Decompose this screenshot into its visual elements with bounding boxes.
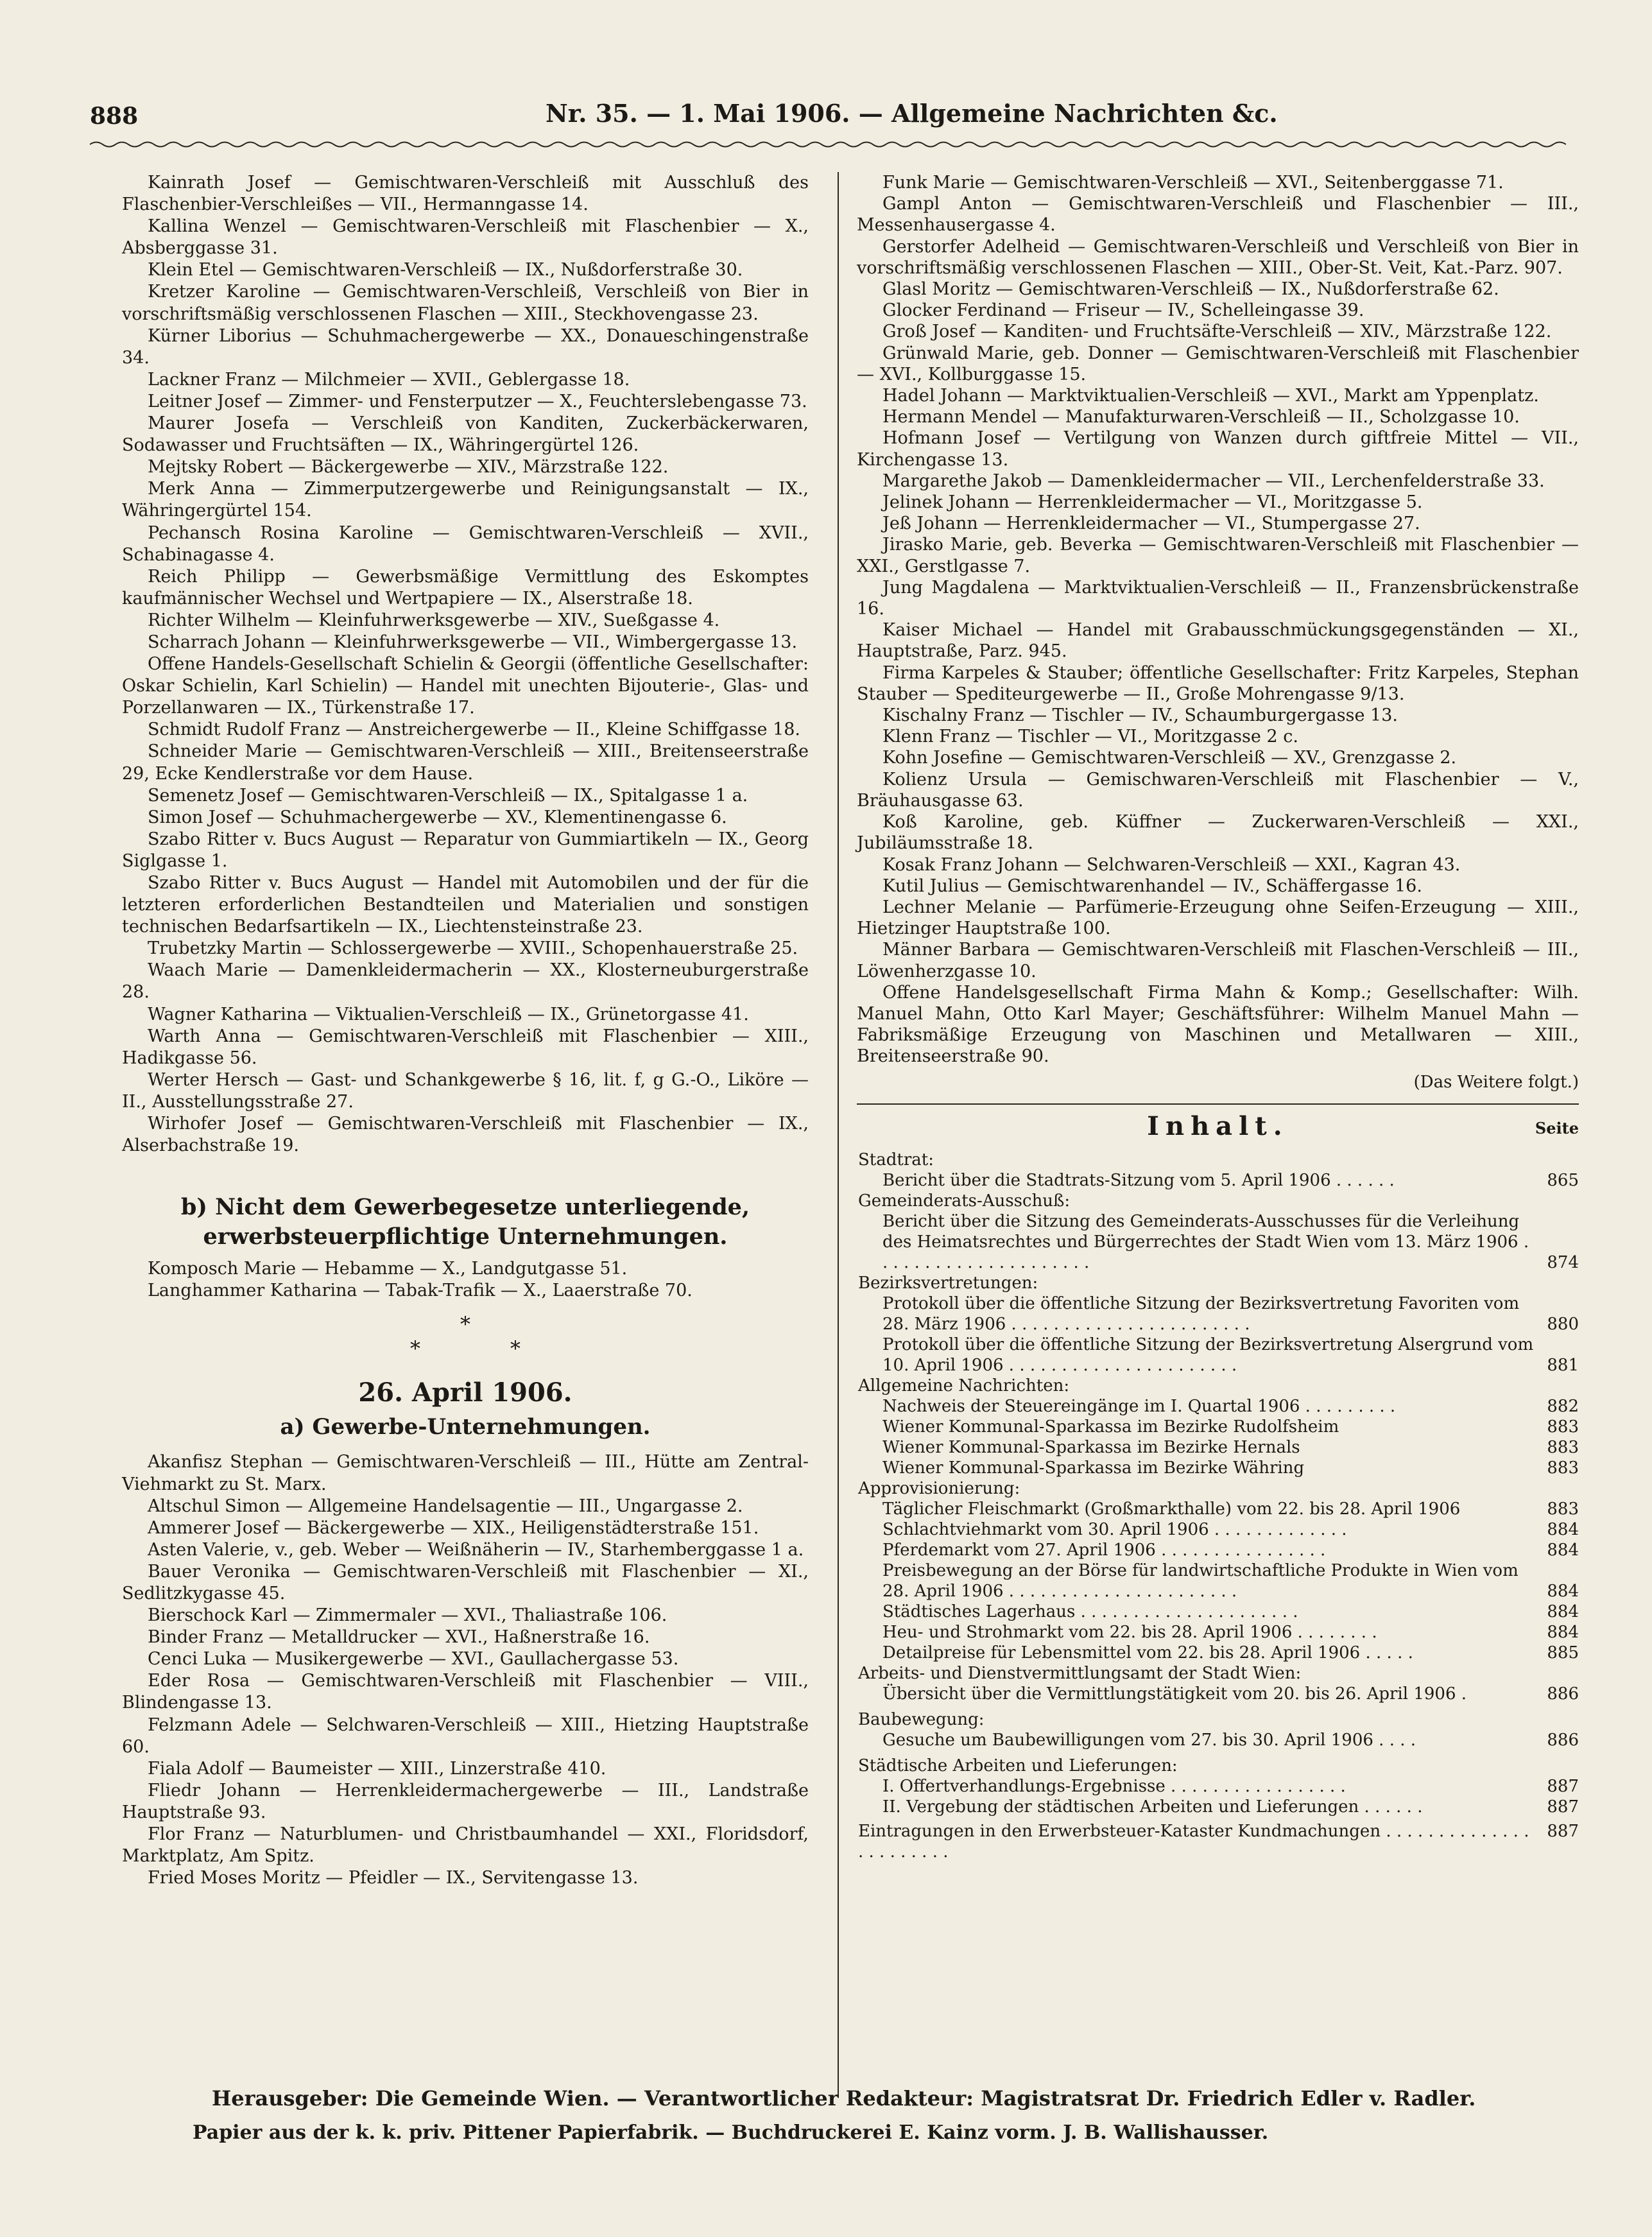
list-item: Gampl Anton — Gemischtwaren-Verschleiß und Flaschenbier — III., Messenhausergasse 4. bbox=[857, 194, 1579, 236]
toc-page: 885 bbox=[1547, 1643, 1579, 1663]
list-item: Fried Moses Moritz — Pfeidler — IX., Servitengasse 13. bbox=[148, 1868, 639, 1888]
list-item: Trubetzky Martin — Schlossergewerbe — XVIII., Schopenhauerstraße 25. bbox=[148, 938, 798, 959]
toc-entry: Schlachtviehmarkt vom 30. April 1906 . . . . . . . . . . . . . bbox=[882, 1519, 1347, 1539]
list-item: Hofmann Josef — Vertilgung von Wanzen durch giftfreie Mittel — VII., Kirchengasse 13. bbox=[857, 428, 1579, 470]
toc-entry: Bericht über die Stadtrats-Sitzung vom 5. April 1906 . . . . . . bbox=[882, 1170, 1395, 1190]
toc-row bbox=[857, 1417, 1579, 1437]
list-item: Kosak Franz Johann — Selchwaren-Verschleiß — XXI., Kagran 43. bbox=[882, 854, 1461, 875]
page-number: 888 bbox=[90, 103, 139, 130]
toc-category: Gemeinderats-Ausschuß: bbox=[858, 1191, 1071, 1211]
list-item: Männer Barbara — Gemischtwaren-Verschleiß mit Flaschen-Verschleiß — III., Löwenherzgasse 10. bbox=[857, 940, 1579, 981]
list-item: Gerstorfer Adelheid — Gemischtwaren-Verschleiß und Verschleiß von Bier in vorschriftsmäßig verschlossenen Flaschen — XIII., Ober-St. Veit, Kat.-Parz. 907. bbox=[857, 236, 1579, 278]
running-title: Nr. 35. — 1. Mai 1906. — Allgemeine Nachrichten &c. bbox=[546, 99, 1278, 128]
list-item: Lechner Melanie — Parfümerie-Erzeugung ohne Seifen-Erzeugung — XIII., Hietzinger Hauptstraße 100. bbox=[857, 897, 1579, 939]
toc-row bbox=[857, 1519, 1579, 1540]
toc-page: 883 bbox=[1547, 1458, 1579, 1478]
list-item: Jung Magdalena — Marktviktualien-Verschleiß — II., Franzensbrückenstraße 16. bbox=[857, 577, 1579, 619]
list-item: Hermann Mendel — Manufakturwaren-Verschleiß — II., Scholzgasse 10. bbox=[882, 407, 1520, 428]
printer-line: Papier aus der k. k. priv. Pittener Papierfabrik. — Buchdruckerei E. Kainz vorm. J. B. Wallishausser. bbox=[193, 2121, 1269, 2144]
toc-page: 883 bbox=[1547, 1417, 1579, 1437]
list-item: Kohn Josefine — Gemischtwaren-Verschleiß — XV., Grenzgasse 2. bbox=[882, 748, 1457, 768]
divider bbox=[857, 1103, 1579, 1105]
star-glyph: * bbox=[410, 1336, 420, 1361]
toc-row bbox=[857, 1643, 1579, 1663]
list-item: Maurer Josefa — Verschleiß von Kanditen, Zuckerbäckerwaren, Sodawasser und Fruchtsäften — IX., Währingergürtel 126. bbox=[122, 413, 809, 456]
publisher-line: Herausgeber: Die Gemeinde Wien. — Verantwortlicher Redakteur: Magistratsrat Dr. Friedrich Edler v. Radler. bbox=[212, 2086, 1476, 2111]
toc-row bbox=[857, 1499, 1579, 1519]
toc-row bbox=[857, 1334, 1579, 1376]
contents-page-label: Seite bbox=[1535, 1118, 1579, 1137]
entries-list-c bbox=[122, 1451, 809, 1889]
toc-page: 874 bbox=[1547, 1252, 1579, 1272]
toc-category: Allgemeine Nachrichten: bbox=[858, 1376, 1070, 1395]
list-item: Eder Rosa — Gemischtwaren-Verschleiß mit Flaschenbier — VIII., Blindengasse 13. bbox=[122, 1671, 809, 1713]
toc-page: 886 bbox=[1547, 1684, 1579, 1704]
list-item: Cenci Luka — Musikergewerbe — XVI., Gaullachergasse 53. bbox=[148, 1649, 679, 1670]
date-heading: 26. April 1906. bbox=[358, 1378, 572, 1408]
toc-row bbox=[857, 1293, 1579, 1334]
toc-entry: Detailpreise für Lebensmittel vom 22. bis 28. April 1906 . . . . . bbox=[882, 1643, 1413, 1663]
toc-entry: Täglicher Fleischmarkt (Großmarkthalle) vom 22. bis 28. April 1906 bbox=[882, 1499, 1461, 1519]
toc-page: 884 bbox=[1547, 1581, 1579, 1601]
list-item: Binder Franz — Metalldrucker — XVI., Haßnerstraße 16. bbox=[148, 1627, 650, 1648]
toc-page: 884 bbox=[1547, 1540, 1579, 1560]
entries-list-right bbox=[857, 172, 1579, 1067]
section-b-heading: b) Nicht dem Gewerbegesetze unterliegende, erwerbsteuerpflichtige Unternehmungen. bbox=[180, 1194, 750, 1250]
toc-entry: Eintragungen in den Erwerbsteuer-Kataster Kundmachungen . . . . . . . . . . . . . . . . . . . . . . . bbox=[858, 1821, 1529, 1861]
toc-row bbox=[857, 1396, 1579, 1417]
entries-list-a bbox=[122, 172, 809, 1157]
toc-entry: Wiener Kommunal-Sparkassa im Bezirke Rudolfsheim bbox=[882, 1417, 1339, 1437]
list-item: Jelinek Johann — Herrenkleidermacher — VI., Moritzgasse 5. bbox=[882, 492, 1423, 513]
list-item: Funk Marie — Gemischtwaren-Verschleiß — XVI., Seitenberggasse 71. bbox=[882, 173, 1504, 193]
list-item: Akanfisz Stephan — Gemischtwaren-Verschleiß — III., Hütte am Zentral-Viehmarkt zu St. Marx. bbox=[122, 1452, 809, 1494]
toc-entry: Übersicht über die Vermittlungstätigkeit vom 20. bis 26. April 1906 . bbox=[882, 1684, 1467, 1704]
header-wavy-rule bbox=[90, 140, 1566, 149]
toc-entry: Wiener Kommunal-Sparkassa im Bezirke Währing bbox=[882, 1458, 1305, 1478]
list-item: Kallina Wenzel — Gemischtwaren-Verschleiß mit Flaschenbier — X., Absberggasse 31. bbox=[122, 216, 809, 259]
list-item: Margarethe Jakob — Damenkleidermacher — VII., Lerchenfelderstraße 33. bbox=[882, 471, 1545, 491]
list-item: Ammerer Josef — Bäckergewerbe — XIX., Heiligenstädterstraße 151. bbox=[148, 1517, 759, 1538]
toc-row bbox=[857, 1560, 1579, 1602]
star-glyph: * bbox=[460, 1312, 470, 1337]
list-item: Szabo Ritter v. Bucs August — Handel mit Automobilen und der für die letzteren erforderlichen Bestandteilen und Materialien und sonstigen technischen Bedarfsartikeln — IX., Liechtensteinstraße 23. bbox=[122, 873, 809, 937]
toc-row bbox=[857, 1797, 1579, 1817]
list-item: Jeß Johann — Herrenkleidermacher — VI., Stumpergasse 27. bbox=[882, 514, 1420, 534]
toc-page: 884 bbox=[1547, 1602, 1579, 1621]
list-item: Kutil Julius — Gemischtwarenhandel — IV., Schäffergasse 16. bbox=[882, 876, 1422, 896]
list-item: Wagner Katharina — Viktualien-Verschleiß — IX., Grünetorgasse 41. bbox=[148, 1004, 749, 1024]
toc-page: 887 bbox=[1547, 1797, 1579, 1817]
list-item: Waach Marie — Damenkleidermacherin — XX., Klosterneuburgerstraße 28. bbox=[122, 960, 809, 1003]
toc-category: Bezirksvertretungen: bbox=[858, 1273, 1038, 1293]
toc-entry: Protokoll über die öffentliche Sitzung der Bezirksvertretung Alsergrund vom 10. April 1906 . . . . . . . . . . . . . . . . . . . . . . bbox=[882, 1334, 1534, 1375]
list-item: Klein Etel — Gemischtwaren-Verschleiß — IX., Nußdorferstraße 30. bbox=[148, 260, 743, 281]
list-item: Komposch Marie — Hebamme — X., Landgutgasse 51. bbox=[148, 1259, 628, 1279]
toc-category: Approvisionierung: bbox=[858, 1478, 1020, 1498]
list-item: Wirhofer Josef — Gemischtwaren-Verschleiß mit Flaschenbier — IX., Alserbachstraße 19. bbox=[122, 1114, 809, 1156]
toc-row bbox=[857, 1730, 1579, 1750]
section-separator bbox=[122, 1312, 809, 1361]
toc-category: Baubewegung: bbox=[858, 1709, 985, 1729]
toc-row bbox=[857, 1170, 1579, 1191]
toc-row bbox=[857, 1602, 1579, 1622]
toc-page: 883 bbox=[1547, 1499, 1579, 1519]
toc-page: 887 bbox=[1547, 1821, 1579, 1841]
toc-page: 884 bbox=[1547, 1622, 1579, 1642]
list-item: Leitner Josef — Zimmer- und Fensterputzer — X., Feuchterslebengasse 73. bbox=[148, 391, 807, 411]
star-glyph: * bbox=[510, 1336, 521, 1361]
list-item: Lackner Franz — Milchmeier — XVII., Geblergasse 18. bbox=[148, 369, 630, 390]
list-item: Klenn Franz — Tischler — VI., Moritzgasse 2 c. bbox=[882, 727, 1298, 747]
continued-note: (Das Weitere folgt.) bbox=[1413, 1072, 1579, 1092]
toc-row bbox=[857, 1622, 1579, 1643]
toc-entry: Bericht über die Sitzung des Gemeinderats-Ausschusses für die Verleihung des Heimatsrechtes und Bürgerrechtes der Stadt Wien vom 13. März 1906 . . . . . . . . . . . . . . . . . . . . . bbox=[882, 1211, 1529, 1272]
toc-category: Städtische Arbeiten und Lieferungen: bbox=[858, 1756, 1178, 1775]
list-item: Mejtsky Robert — Bäckergewerbe — XIV., Märzstraße 122. bbox=[148, 457, 669, 478]
left-column bbox=[122, 172, 809, 1889]
toc-category: Stadtrat: bbox=[858, 1150, 934, 1170]
list-item: Offene Handelsgesellschaft Firma Mahn & Komp.; Gesellschafter: Wilh. Manuel Mahn, Otto Karl Mayer; Geschäftsführer: Wilhelm Manuel Mahn — Fabriksmäßige Erzeugung von Maschinen und Metallwaren — XIII., Breitenseerstraße 90. bbox=[857, 982, 1579, 1067]
toc-entry: Gesuche um Baubewilligungen vom 27. bis 30. April 1906 . . . . bbox=[882, 1730, 1416, 1750]
list-item: Altschul Simon — Allgemeine Handelsagentie — III., Ungargasse 2. bbox=[148, 1496, 743, 1516]
list-item: Flor Franz — Naturblumen- und Christbaumhandel — XXI., Floridsdorf, Marktplatz, Am Spitz. bbox=[122, 1824, 809, 1867]
list-item: Kürner Liborius — Schuhmachergewerbe — XX., Donaueschingenstraße 34. bbox=[122, 325, 809, 368]
toc-row bbox=[857, 1540, 1579, 1560]
toc-page: 884 bbox=[1547, 1519, 1579, 1539]
list-item: Langhammer Katharina — Tabak-Trafik — X., Laaerstraße 70. bbox=[148, 1281, 693, 1301]
list-item: Schneider Marie — Gemischtwaren-Verschleiß — XIII., Breitenseerstraße 29, Ecke Kendlerstraße vor dem Hause. bbox=[122, 741, 809, 784]
section-a-heading: a) Gewerbe-Unternehmungen. bbox=[280, 1414, 651, 1440]
toc-page: 886 bbox=[1547, 1730, 1579, 1750]
toc-entry: I. Offertverhandlungs-Ergebnisse . . . . . . . . . . . . . . . . . bbox=[882, 1776, 1346, 1796]
toc-row bbox=[857, 1458, 1579, 1478]
toc-row bbox=[857, 1211, 1579, 1273]
list-item: Firma Karpeles & Stauber; öffentliche Gesellschafter: Fritz Karpeles, Stephan Stauber — Speditеurgewerbe — II., Große Mohrengasse 9/13. bbox=[857, 662, 1579, 704]
toc-entry: Städtisches Lagerhaus . . . . . . . . . . . . . . . . . . . . . bbox=[882, 1602, 1298, 1621]
contents-header bbox=[857, 1111, 1579, 1150]
toc-entry: Preisbewegung an der Börse für landwirtschaftliche Produkte in Wien vom 28. April 1906 . . . . . . . . . . . . . . . . . . . . . . bbox=[882, 1560, 1519, 1601]
toc-entry: Wiener Kommunal-Sparkassa im Bezirke Hernals bbox=[882, 1437, 1300, 1457]
list-item: Jirasko Marie, geb. Beverka — Gemischtwaren-Verschleiß mit Flaschenbier — XXI., Gerstlgasse 7. bbox=[857, 535, 1579, 576]
list-item: Richter Wilhelm — Kleinfuhrwerksgewerbe — XIV., Sueßgasse 4. bbox=[148, 610, 720, 630]
toc-row bbox=[857, 1437, 1579, 1458]
list-item: Simon Josef — Schuhmachergewerbe — XV., Klementinengasse 6. bbox=[148, 807, 727, 827]
column-divider bbox=[838, 172, 839, 2098]
toc-page: 882 bbox=[1547, 1396, 1579, 1416]
list-item: Asten Valerie, v., geb. Weber — Weißnäherin — IV., Starhemberggasse 1 a. bbox=[148, 1539, 804, 1560]
toc-page: 887 bbox=[1547, 1776, 1579, 1796]
list-item: Schmidt Rudolf Franz — Anstreichergewerbe — II., Kleine Schiffgasse 18. bbox=[148, 720, 801, 740]
toc-entry: Protokoll über die öffentliche Sitzung der Bezirksvertretung Favoriten vom 28. März 1906 . . . . . . . . . . . . . . . . . . . . . . . bbox=[882, 1293, 1520, 1334]
list-item: Pechansch Rosina Karoline — Gemischtwaren-Verschleiß — XVII., Schabinagasse 4. bbox=[122, 523, 809, 565]
toc-entry: Heu- und Strohmarkt vom 22. bis 28. April 1906 . . . . . . . . bbox=[882, 1622, 1377, 1642]
right-column bbox=[857, 172, 1579, 1862]
list-item: Kaiser Michael — Handel mit Grabausschmückungsgegenständen — XI., Hauptstraße, Parz. 945. bbox=[857, 620, 1579, 662]
list-item: Scharrach Johann — Kleinfuhrwerksgewerbe — VII., Wimbergergasse 13. bbox=[148, 632, 798, 652]
list-item: Fiala Adolf — Baumeister — XIII., Linzerstraße 410. bbox=[148, 1758, 607, 1779]
list-item: Kischalny Franz — Tischler — IV., Schaumburgergasse 13. bbox=[882, 705, 1398, 726]
list-item: Reich Philipp — Gewerbsmäßige Vermittlung des Eskomptes kaufmännischer Wechsel und Wertpapiere — IX., Alserstraße 18. bbox=[122, 566, 809, 609]
toc-entry: II. Vergebung der städtischen Arbeiten und Lieferungen . . . . . . bbox=[882, 1797, 1423, 1817]
list-item: Kolienz Ursula — Gemischwaren-Verschleiß mit Flaschenbier — V., Bräuhausgasse 63. bbox=[857, 769, 1579, 811]
list-item: Warth Anna — Gemischtwaren-Verschleiß mit Flaschenbier — XIII., Hadikgasse 56. bbox=[122, 1026, 809, 1068]
toc-page: 865 bbox=[1547, 1170, 1579, 1190]
list-item: Werter Hersch — Gast- und Schankgewerbe § 16, lit. f, g G.-O., Liköre — II., Ausstellungsstraße 27. bbox=[122, 1069, 809, 1112]
list-item: Koß Karoline, geb. Küffner — Zuckerwaren-Verschleiß — XXI., Jubiläumsstraße 18. bbox=[857, 812, 1579, 854]
toc-page: 881 bbox=[1547, 1355, 1579, 1375]
list-item: Felzmann Adele — Selchwaren-Verschleiß — XIII., Hietzing Hauptstraße 60. bbox=[122, 1714, 809, 1757]
list-item: Szabo Ritter v. Bucs August — Reparatur von Gummiartikeln — IX., Georg Siglgasse 1. bbox=[122, 829, 809, 871]
toc-row bbox=[857, 1776, 1579, 1797]
list-item: Kretzer Karoline — Gemischtwaren-Verschleiß, Verschleiß von Bier in vorschriftsmäßig verschlossenen Flaschen — XIII., Steckhovengasse 23. bbox=[122, 282, 809, 324]
contents-title: Inhalt. bbox=[1147, 1110, 1289, 1141]
table-of-contents bbox=[857, 1150, 1579, 1862]
toc-page: 880 bbox=[1547, 1314, 1579, 1334]
toc-category: Arbeits- und Dienstvermittlungsamt der Stadt Wien: bbox=[858, 1663, 1302, 1683]
toc-row bbox=[857, 1821, 1579, 1862]
list-item: Glasl Moritz — Gemischtwaren-Verschleiß — IX., Nußdorferstraße 62. bbox=[882, 279, 1499, 300]
list-item: Semenetz Josef — Gemischtwaren-Verschleiß — IX., Spitalgasse 1 a. bbox=[148, 785, 748, 806]
list-item: Glocker Ferdinand — Friseur — IV., Schelleingasse 39. bbox=[882, 300, 1364, 321]
list-item: Groß Josef — Kanditen- und Fruchtsäfte-Verschleiß — XIV., Märzstraße 122. bbox=[882, 322, 1552, 342]
list-item: Merk Anna — Zimmerputzergewerbe und Reinigungsanstalt — IX., Währingergürtel 154. bbox=[122, 479, 809, 521]
toc-entry: Nachweis der Steuereingänge im I. Quartal 1906 . . . . . . . . . bbox=[882, 1396, 1396, 1416]
toc-page: 883 bbox=[1547, 1437, 1579, 1457]
list-item: Bierschock Karl — Zimmermaler — XVI., Thaliastraße 106. bbox=[148, 1605, 667, 1626]
toc-entry: Pferdemarkt vom 27. April 1906 . . . . . . . . . . . . . . . . bbox=[882, 1540, 1326, 1560]
list-item: Hadel Johann — Marktviktualien-Verschleiß — XVI., Markt am Yppenplatz. bbox=[882, 386, 1539, 406]
list-item: Grünwald Marie, geb. Donner — Gemischtwaren-Verschleiß mit Flaschenbier — XVI., Kollburggasse 15. bbox=[857, 343, 1579, 384]
list-item: Kainrath Josef — Gemischtwaren-Verschleiß mit Ausschluß des Flaschenbier-Verschleißes — VII., Hermanngasse 14. bbox=[122, 173, 809, 215]
toc-row bbox=[857, 1684, 1579, 1704]
list-item: Fliedr Johann — Herrenkleidermachergewerbe — III., Landstraße Hauptstraße 93. bbox=[122, 1780, 809, 1822]
list-item: Offene Handels-Gesellschaft Schielin & Georgii (öffentliche Gesellschafter: Oskar Schielin, Karl Schielin) — Handel mit unechten Bijouterie-, Glas- und Porzellanwaren — IX., Türkenstraße 17. bbox=[122, 654, 809, 718]
list-item: Bauer Veronika — Gemischtwaren-Verschleiß mit Flaschenbier — XI., Sedlitzkygasse 45. bbox=[122, 1561, 809, 1603]
